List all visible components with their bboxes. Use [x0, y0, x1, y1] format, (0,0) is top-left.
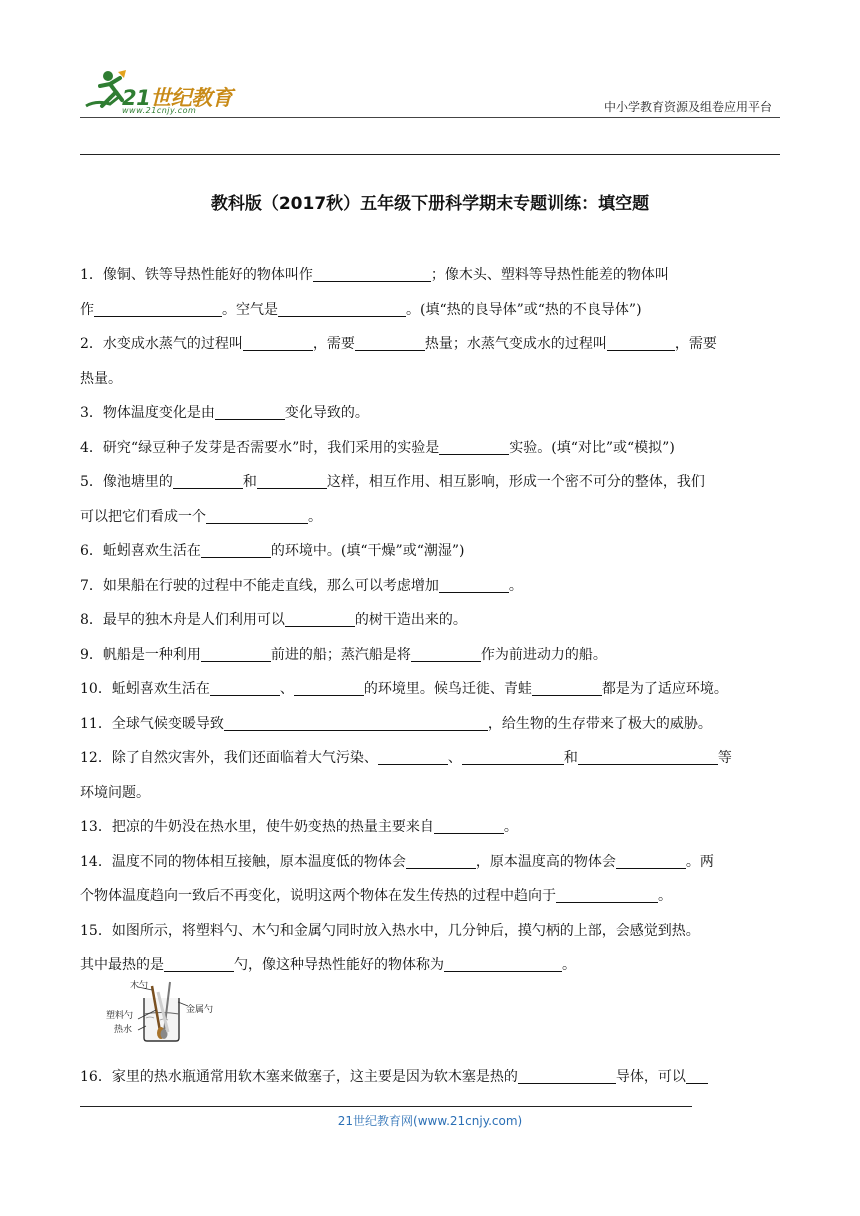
- blank[interactable]: [206, 506, 308, 524]
- question-1: 1．像铜、铁等导热性能好的物体叫作 ；像木头、塑料等导热性能差的物体叫: [80, 258, 780, 293]
- question-8: 8．最早的独木舟是人们利用可以 的树干造出来的。: [80, 603, 780, 638]
- blank[interactable]: [313, 264, 431, 282]
- blank[interactable]: [578, 747, 718, 765]
- blank[interactable]: [462, 747, 564, 765]
- header-divider: [80, 117, 780, 118]
- blank[interactable]: [201, 644, 271, 662]
- logo-url: www.21cnjy.com: [122, 106, 197, 115]
- question-2: 2．水变成水蒸气的过程叫 ，需要 热量；水蒸气变成水的过程叫 ，需要: [80, 327, 780, 362]
- label-plastic-spoon: 塑料勺: [106, 1011, 134, 1021]
- label-metal-spoon: 金属勺: [186, 1005, 214, 1015]
- header-divider-lower: [80, 154, 780, 155]
- blank[interactable]: [94, 299, 222, 317]
- blank[interactable]: [294, 678, 364, 696]
- blank[interactable]: [224, 713, 488, 731]
- question-14-cont: 个物体温度趋向一致后不再变化，说明这两个物体在发生传热的过程中趋向于 。: [80, 879, 780, 914]
- footer-divider: [80, 1106, 692, 1107]
- blank[interactable]: [434, 816, 504, 834]
- blank[interactable]: [439, 437, 509, 455]
- label-hot-water: 热水: [114, 1025, 133, 1035]
- question-2-cont: 热量。: [80, 370, 122, 387]
- question-12-cont: 环境问题。: [80, 784, 150, 801]
- question-3: 3．物体温度变化是由 变化导致的。: [80, 396, 780, 431]
- logo-chinese: 世纪教育: [150, 86, 233, 110]
- question-15-cont: 其中最热的是 勺，像这种导热性能好的物体称为 。: [80, 948, 780, 983]
- blank[interactable]: [355, 333, 425, 351]
- blank[interactable]: [243, 333, 313, 351]
- blank[interactable]: [444, 954, 562, 972]
- blank[interactable]: [439, 575, 509, 593]
- question-5: 5．像池塘里的 和 这样，相互作用、相互影响，形成一个密不可分的整体，我们: [80, 465, 780, 500]
- blank[interactable]: [518, 1066, 616, 1084]
- page-header: [0, 0, 860, 160]
- blank[interactable]: [215, 402, 285, 420]
- blank[interactable]: [616, 851, 686, 869]
- question-9: 9．帆船是一种利用 前进的船；蒸汽船是将 作为前进动力的船。: [80, 638, 780, 673]
- footer-link[interactable]: 21世纪教育网(www.21cnjy.com): [337, 1114, 523, 1128]
- platform-name: 中小学教育资源及组卷应用平台: [603, 100, 772, 114]
- question-12: 12．除了自然灾害外，我们还面临着大气污染、 、 和 等: [80, 741, 780, 776]
- blank[interactable]: [173, 471, 243, 489]
- blank[interactable]: [257, 471, 327, 489]
- question-list: [80, 258, 780, 983]
- question-7: 7．如果船在行驶的过程中不能走直线，那么可以考虑增加 。: [80, 569, 780, 604]
- blank[interactable]: [285, 609, 355, 627]
- blank[interactable]: [607, 333, 675, 351]
- spoons-in-water-figure: [100, 976, 230, 1042]
- blank[interactable]: [411, 644, 481, 662]
- question-16: 16．家里的热水瓶通常用软木塞来做塞子，这主要是因为软木塞是热的 导体，可以: [80, 1060, 780, 1095]
- question-14: 14．温度不同的物体相互接触，原本温度低的物体会 ，原本温度高的物体会 。两: [80, 845, 780, 880]
- blank[interactable]: [201, 540, 271, 558]
- question-4: 4．研究“绿豆种子发芽是否需要水”时，我们采用的实验是 实验。(填“对比”或“模拟”): [80, 431, 780, 466]
- logo-number: 21: [122, 86, 151, 110]
- question-6: 6．蚯蚓喜欢生活在 的环境中。(填“干燥”或“潮湿”): [80, 534, 780, 569]
- blank[interactable]: [532, 678, 602, 696]
- blank[interactable]: [164, 954, 234, 972]
- blank[interactable]: [278, 299, 406, 317]
- question-16-block: [80, 1060, 780, 1095]
- blank[interactable]: [378, 747, 448, 765]
- blank[interactable]: [686, 1066, 708, 1084]
- blank[interactable]: [406, 851, 476, 869]
- question-10: 10．蚯蚓喜欢生活在 、 的环境里。候鸟迁徙、青蛙 都是为了适应环境。: [80, 672, 780, 707]
- page-title: 教科版（2017秋）五年级下册科学期末专题训练：填空题: [210, 194, 650, 214]
- blank[interactable]: [210, 678, 280, 696]
- question-1-cont: 作 。空气是 。(填“热的良导体”或“热的不良导体”): [80, 293, 780, 328]
- question-11: 11．全球气候变暖导致 ，给生物的生存带来了极大的威胁。: [80, 707, 780, 742]
- question-15: 15．如图所示，将塑料勺、木勺和金属勺同时放入热水中，几分钟后，摸勺柄的上部，会感觉到热。: [80, 922, 700, 939]
- question-13: 13．把凉的牛奶没在热水里，使牛奶变热的热量主要来自 。: [80, 810, 780, 845]
- label-wood-spoon: 木勺: [130, 981, 149, 991]
- blank[interactable]: [556, 885, 658, 903]
- question-5-cont: 可以把它们看成一个 。: [80, 500, 780, 535]
